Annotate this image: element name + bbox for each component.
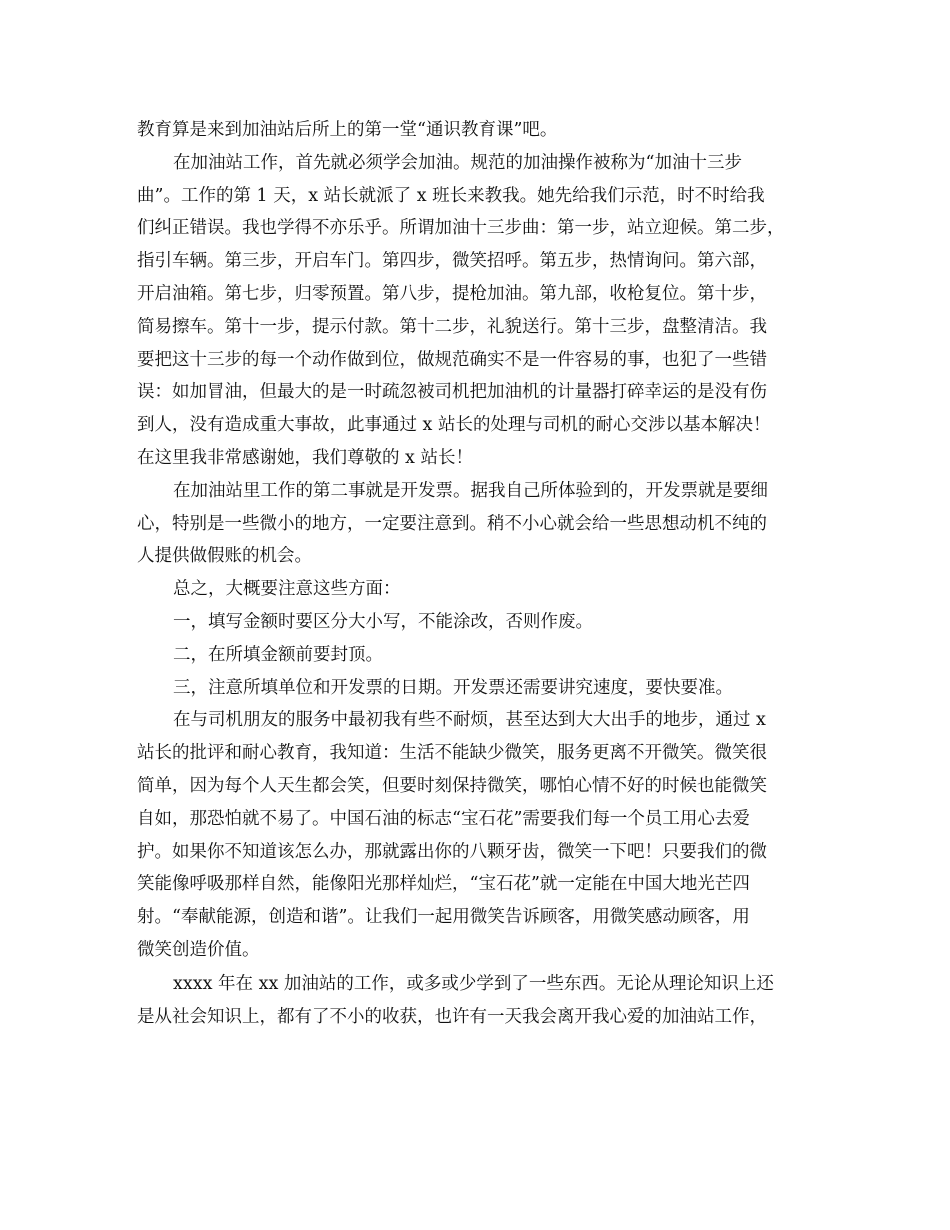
- text-line: 简单，因为每个人天生都会笑，但要时刻保持微笑，哪怕心情不好的时候也能微笑: [137, 775, 767, 796]
- list-item: 一，填写金额时要区分大小写，不能涂改，否则作废。: [173, 611, 593, 632]
- text-line: 误：如加冒油，但最大的是一时疏忽被司机把加油机的计量器打碎幸运的是没有伤: [137, 382, 767, 403]
- text-line: 射。“奉献能源，创造和谐”。让我们一起用微笑告诉顾客，用微笑感动顾客，用: [137, 907, 750, 928]
- paragraph-first-line: 总之，大概要注意这些方面：: [173, 579, 401, 600]
- text-line: 曲”。工作的第 1 天，x 站长就派了 x 班长来教我。她先给我们示范，时不时给我: [137, 185, 765, 206]
- text-line: 站长的批评和耐心教育，我知道：生活不能缺少微笑，服务更离不开微笑。微笑很: [137, 743, 767, 764]
- body-text: [137, 114, 817, 1033]
- text-line: 是从社会知识上，都有了不小的收获，也许有一天我会离开我心爱的加油站工作，: [137, 1006, 767, 1027]
- paragraph-first-line: 在加油站里工作的第二事就是开发票。据我自己所体验到的，开发票就是要细: [173, 480, 768, 501]
- paragraph-first-line: xxxx 年在 xx 加油站的工作，或多或少学到了一些东西。无论从理论知识上还: [173, 973, 774, 994]
- paragraph-first-line: 在与司机朋友的服务中最初我有些不耐烦，甚至达到大大出手的地步，通过 x: [173, 710, 766, 731]
- text-line: 自如，那恐怕就不易了。中国石油的标志“宝石花”需要我们每一个员工用心去爱: [137, 808, 750, 829]
- list-item: 二，在所填金额前要封顶。: [173, 644, 383, 665]
- text-line: 人提供做假账的机会。: [137, 546, 312, 567]
- text-line: 心，特别是一些微小的地方，一定要注意到。稍不小心就会给一些思想动机不纯的: [137, 513, 767, 534]
- text-line: 微笑创造价值。: [137, 939, 260, 960]
- text-line: 要把这十三步的每一个动作做到位，做规范确实不是一件容易的事，也犯了一些错: [137, 349, 767, 370]
- text-line: 教育算是来到加油站后所上的第一堂“通识教育课”吧。: [137, 120, 558, 140]
- list-item: 三，注意所填单位和开发票的日期。开发票还需要讲究速度，要快要准。: [173, 677, 733, 698]
- text-line: 在这里我非常感谢她，我们尊敬的 x 站长！: [137, 447, 473, 468]
- text-line: 护。如果你不知道该怎么办，那就露出你的八颗牙齿，微笑一下吧！只要我们的微: [137, 841, 767, 862]
- paragraph-first-line: 在加油站工作，首先就必须学会加油。规范的加油操作被称为“加油十三步: [173, 152, 742, 173]
- text-line: 开启油箱。第七步，归零预置。第八步，提枪加油。第九部，收枪复位。第十步，: [137, 283, 767, 304]
- text-line: 们纠正错误。我也学得不亦乐乎。所谓加油十三步曲：第一步，站立迎候。第二步，: [137, 218, 785, 239]
- text-line: 到人，没有造成重大事故，此事通过 x 站长的处理与司机的耐心交涉以基本解决！: [137, 415, 771, 436]
- text-line: 指引车辆。第三步，开启车门。第四步，微笑招呼。第五步，热情询问。第六部，: [137, 251, 767, 272]
- text-line: 简易擦车。第十一步，提示付款。第十二步，礼貌送行。第十三步，盘整清洁。我: [137, 316, 767, 337]
- text-line: 笑能像呼吸那样自然，能像阳光那样灿烂，“宝石花”就一定能在中国大地光芒四: [137, 874, 750, 895]
